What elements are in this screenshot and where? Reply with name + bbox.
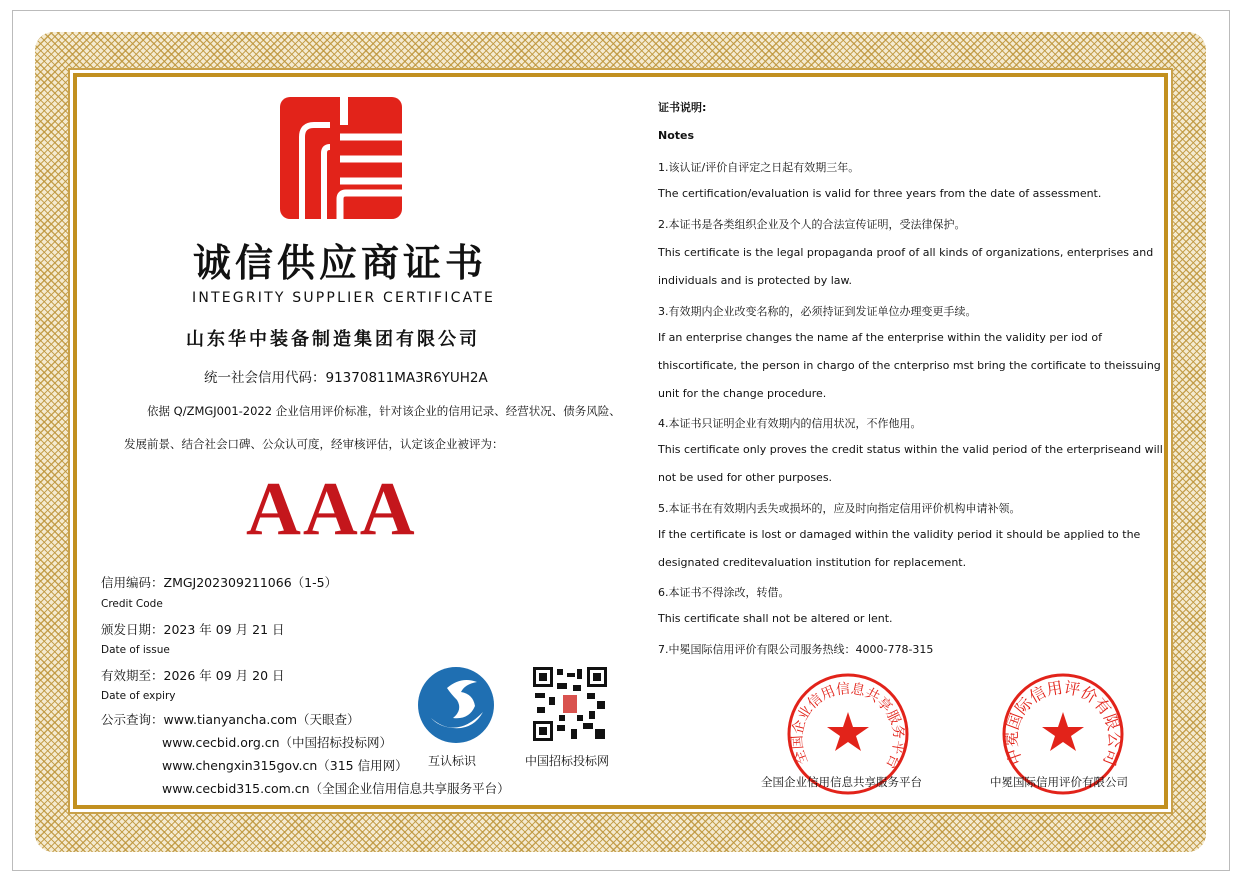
note-line: This certificate only proves the credit status within the valid period of the erterpriseand will <box>658 443 1163 456</box>
note-line: 7.中冕国际信用评价有限公司服务热线：4000-778-315 <box>658 643 934 656</box>
expiry-date: 有效期至：2026 年 09 月 20 日 <box>101 668 285 683</box>
note-line: individuals and is protected by law. <box>658 274 853 287</box>
query-link-1[interactable]: 公示查询：www.tianyancha.com（天眼查） <box>101 712 360 727</box>
note-line: not be used for other purposes. <box>658 471 833 484</box>
note-line: This certificate is the legal propaganda proof of all kinds of organizations, enterprises and <box>658 246 1154 259</box>
issue-date: 颁发日期：2023 年 09 月 21 日 <box>101 622 285 637</box>
mutual-recognition-logo-icon <box>417 666 495 744</box>
issue-date-en: Date of issue <box>101 644 170 656</box>
query-link-4[interactable]: www.cecbid315.com.cn（全国企业信用信息共享服务平台） <box>162 781 510 796</box>
query-link-2[interactable]: www.cecbid.org.cn（中国招标投标网） <box>162 735 393 750</box>
note-line: 3.有效期内企业改变名称的，必须持证到发证单位办理变更手续。 <box>658 305 977 318</box>
certificate-title: 诚信供应商证书 <box>193 240 488 285</box>
qr-code-label: 中国招标投标网 <box>525 754 610 768</box>
note-line: 2.本证书是各类组织企业及个人的合法宣传证明，受法律保护。 <box>658 218 966 231</box>
rating: AAA <box>246 467 417 551</box>
note-line: unit for the change procedure. <box>658 387 827 400</box>
social-credit-code: 统一社会信用代码：91370811MA3R6YUH2A <box>204 370 488 386</box>
qr-code-icon <box>533 667 607 741</box>
basis-text-2: 发展前景、结合社会口碑、公众认可度，经审核评估，认定该企业被评为： <box>124 437 504 451</box>
seal-1-label: 全国企业信用信息共享服务平台 <box>761 775 922 789</box>
company-name: 山东华中装备制造集团有限公司 <box>186 329 480 350</box>
note-line: 1.该认证/评价自评定之日起有效期三年。 <box>658 161 860 174</box>
certificate-subtitle: INTEGRITY SUPPLIER CERTIFICATE <box>192 290 496 306</box>
seal-2-label: 中冕国际信用评价有限公司 <box>990 775 1128 789</box>
note-line: 4.本证书只证明企业有效期内的信用状况，不作他用。 <box>658 417 922 430</box>
query-link-3[interactable]: www.chengxin315gov.cn（315 信用网） <box>162 758 408 773</box>
notes-heading: Notes <box>658 129 695 142</box>
note-line: 6.本证书不得涂改，转借。 <box>658 586 790 599</box>
note-line: If the certificate is lost or damaged within the validity period it should be applied to the <box>658 528 1141 541</box>
credit-code-en: Credit Code <box>101 598 163 610</box>
seal-1-ring-text: 全国企业信用信息共享服务平台 <box>789 680 907 772</box>
seal-2-ring-text: 中冕国际信用评价有限公司 <box>1001 677 1125 769</box>
expiry-date-en: Date of expiry <box>101 690 176 702</box>
basis-text-1: 依据 Q/ZMGJ001-2022 企业信用评价标准，针对该企业的信用记录、经营状况、债务风险、 <box>147 404 621 418</box>
credit-code: 信用编码：ZMGJ202309211066（1-5） <box>101 575 338 590</box>
mutual-recognition-label: 互认标识 <box>428 754 477 768</box>
note-line: If an enterprise changes the name af the enterprise within the validity per iod of <box>658 331 1102 344</box>
note-line: This certificate shall not be altered or lent. <box>658 612 893 625</box>
credit-logo-icon <box>280 97 402 219</box>
notes-heading: 证书说明: <box>658 101 707 114</box>
note-line: The certification/evaluation is valid for three years from the date of assessment. <box>658 187 1102 200</box>
note-line: thiscortificate, the person in chargo of the cnterpriso mst bring the cortificate to theissuing <box>658 359 1161 372</box>
note-line: 5.本证书在有效期内丢失或损坏的，应及时向指定信用评价机构申请补领。 <box>658 502 1021 515</box>
note-line: designated creditevaluation institution for replacement. <box>658 556 967 569</box>
